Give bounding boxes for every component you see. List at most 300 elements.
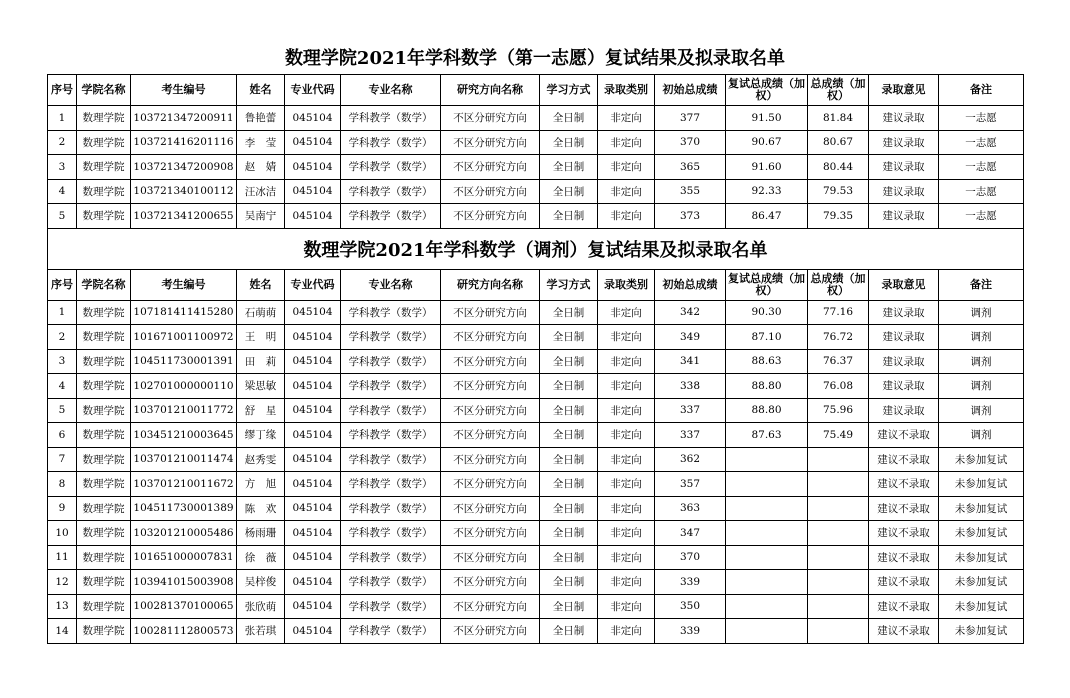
cell-retest: 86.47 bbox=[726, 204, 808, 229]
cell-major-name: 学科教学（数学） bbox=[341, 423, 441, 448]
cell-direction: 不区分研究方向 bbox=[441, 398, 540, 423]
cell-exam-no: 103721347200911 bbox=[131, 106, 237, 131]
cell-direction: 不区分研究方向 bbox=[441, 423, 540, 448]
cell-initial: 362 bbox=[655, 447, 726, 472]
cell-major-code: 045104 bbox=[285, 496, 341, 521]
cell-major-code: 045104 bbox=[285, 619, 341, 644]
cell-mode: 全日制 bbox=[540, 130, 598, 155]
cell-exam-no: 103701210011672 bbox=[131, 472, 237, 497]
cell-mode: 全日制 bbox=[540, 472, 598, 497]
cell-exam-no: 103721347200908 bbox=[131, 155, 237, 180]
cell-total bbox=[808, 521, 869, 546]
table-row bbox=[48, 521, 1024, 546]
cell-seq: 5 bbox=[48, 398, 77, 423]
column-header-initial: 初始总成绩 bbox=[655, 75, 726, 106]
cell-direction: 不区分研究方向 bbox=[441, 300, 540, 325]
cell-major-code: 045104 bbox=[285, 447, 341, 472]
cell-mode: 全日制 bbox=[540, 155, 598, 180]
cell-direction: 不区分研究方向 bbox=[441, 570, 540, 595]
column-header-retest: 复试总成绩（加权） bbox=[726, 75, 808, 106]
cell-note: 未参加复试 bbox=[939, 496, 1024, 521]
cell-college: 数理学院 bbox=[77, 619, 131, 644]
column-header-retest: 复试总成绩（加权） bbox=[726, 269, 808, 300]
cell-category: 非定向 bbox=[598, 447, 655, 472]
cell-total: 76.72 bbox=[808, 325, 869, 350]
cell-college: 数理学院 bbox=[77, 300, 131, 325]
cell-direction: 不区分研究方向 bbox=[441, 472, 540, 497]
cell-college: 数理学院 bbox=[77, 130, 131, 155]
cell-mode: 全日制 bbox=[540, 521, 598, 546]
cell-initial: 342 bbox=[655, 300, 726, 325]
cell-note: 调剂 bbox=[939, 349, 1024, 374]
table-row bbox=[48, 545, 1024, 570]
cell-initial: 347 bbox=[655, 521, 726, 546]
cell-major-name: 学科教学（数学） bbox=[341, 496, 441, 521]
cell-seq: 3 bbox=[48, 349, 77, 374]
table-row bbox=[48, 204, 1024, 229]
column-header-note: 备注 bbox=[939, 269, 1024, 300]
cell-note: 一志愿 bbox=[939, 106, 1024, 131]
cell-exam-no: 103721416201116 bbox=[131, 130, 237, 155]
cell-direction: 不区分研究方向 bbox=[441, 106, 540, 131]
cell-name: 田 莉 bbox=[237, 349, 285, 374]
cell-initial: 370 bbox=[655, 545, 726, 570]
cell-total bbox=[808, 496, 869, 521]
cell-name: 吴南宁 bbox=[237, 204, 285, 229]
cell-name: 鲁艳蕾 bbox=[237, 106, 285, 131]
column-header-category: 录取类别 bbox=[598, 269, 655, 300]
cell-exam-no: 103201210005486 bbox=[131, 521, 237, 546]
cell-note: 一志愿 bbox=[939, 155, 1024, 180]
column-header-seq: 序号 bbox=[48, 75, 77, 106]
cell-mode: 全日制 bbox=[540, 325, 598, 350]
cell-college: 数理学院 bbox=[77, 374, 131, 399]
cell-total bbox=[808, 472, 869, 497]
cell-retest: 88.63 bbox=[726, 349, 808, 374]
cell-opinion: 建议不录取 bbox=[869, 423, 939, 448]
table-row bbox=[48, 619, 1024, 644]
cell-category: 非定向 bbox=[598, 325, 655, 350]
cell-note: 未参加复试 bbox=[939, 619, 1024, 644]
cell-opinion: 建议录取 bbox=[869, 325, 939, 350]
column-header-opinion: 录取意见 bbox=[869, 269, 939, 300]
cell-college: 数理学院 bbox=[77, 447, 131, 472]
cell-initial: 363 bbox=[655, 496, 726, 521]
table-row bbox=[48, 398, 1024, 423]
cell-initial: 365 bbox=[655, 155, 726, 180]
cell-seq: 1 bbox=[48, 300, 77, 325]
cell-college: 数理学院 bbox=[77, 325, 131, 350]
cell-category: 非定向 bbox=[598, 472, 655, 497]
cell-mode: 全日制 bbox=[540, 447, 598, 472]
cell-major-code: 045104 bbox=[285, 423, 341, 448]
cell-retest: 88.80 bbox=[726, 398, 808, 423]
cell-direction: 不区分研究方向 bbox=[441, 325, 540, 350]
cell-direction: 不区分研究方向 bbox=[441, 545, 540, 570]
cell-college: 数理学院 bbox=[77, 155, 131, 180]
cell-major-name: 学科教学（数学） bbox=[341, 300, 441, 325]
cell-mode: 全日制 bbox=[540, 570, 598, 595]
cell-seq: 4 bbox=[48, 179, 77, 204]
cell-opinion: 建议录取 bbox=[869, 398, 939, 423]
cell-total: 79.35 bbox=[808, 204, 869, 229]
cell-major-name: 学科教学（数学） bbox=[341, 204, 441, 229]
cell-exam-no: 103451210003645 bbox=[131, 423, 237, 448]
cell-total: 76.37 bbox=[808, 349, 869, 374]
cell-opinion: 建议不录取 bbox=[869, 496, 939, 521]
cell-seq: 12 bbox=[48, 570, 77, 595]
cell-retest: 92.33 bbox=[726, 179, 808, 204]
cell-direction: 不区分研究方向 bbox=[441, 130, 540, 155]
cell-seq: 13 bbox=[48, 594, 77, 619]
cell-note: 一志愿 bbox=[939, 204, 1024, 229]
column-header-category: 录取类别 bbox=[598, 75, 655, 106]
cell-major-code: 045104 bbox=[285, 545, 341, 570]
table-header-row bbox=[48, 75, 1024, 106]
cell-total: 77.16 bbox=[808, 300, 869, 325]
table-row bbox=[48, 300, 1024, 325]
column-header-seq: 序号 bbox=[48, 269, 77, 300]
column-header-major-code: 专业代码 bbox=[285, 269, 341, 300]
cell-opinion: 建议录取 bbox=[869, 349, 939, 374]
cell-name: 赵 婧 bbox=[237, 155, 285, 180]
cell-exam-no: 101671001100972 bbox=[131, 325, 237, 350]
cell-major-name: 学科教学（数学） bbox=[341, 374, 441, 399]
cell-category: 非定向 bbox=[598, 204, 655, 229]
cell-total: 76.08 bbox=[808, 374, 869, 399]
cell-college: 数理学院 bbox=[77, 204, 131, 229]
cell-direction: 不区分研究方向 bbox=[441, 496, 540, 521]
cell-initial: 341 bbox=[655, 349, 726, 374]
cell-seq: 10 bbox=[48, 521, 77, 546]
cell-seq: 2 bbox=[48, 325, 77, 350]
results-table bbox=[47, 74, 1024, 644]
cell-exam-no: 103941015003908 bbox=[131, 570, 237, 595]
cell-category: 非定向 bbox=[598, 349, 655, 374]
cell-mode: 全日制 bbox=[540, 594, 598, 619]
table-row bbox=[48, 349, 1024, 374]
cell-major-name: 学科教学（数学） bbox=[341, 619, 441, 644]
column-header-exam-no: 考生编号 bbox=[131, 75, 237, 106]
cell-major-name: 学科教学（数学） bbox=[341, 179, 441, 204]
section-title-row bbox=[48, 228, 1024, 269]
cell-mode: 全日制 bbox=[540, 204, 598, 229]
cell-opinion: 建议录取 bbox=[869, 204, 939, 229]
cell-major-code: 045104 bbox=[285, 374, 341, 399]
cell-retest bbox=[726, 570, 808, 595]
cell-major-code: 045104 bbox=[285, 398, 341, 423]
cell-name: 吴梓俊 bbox=[237, 570, 285, 595]
cell-initial: 377 bbox=[655, 106, 726, 131]
cell-exam-no: 102701000000110 bbox=[131, 374, 237, 399]
cell-exam-no: 103721341200655 bbox=[131, 204, 237, 229]
cell-seq: 2 bbox=[48, 130, 77, 155]
cell-seq: 5 bbox=[48, 204, 77, 229]
cell-total: 80.44 bbox=[808, 155, 869, 180]
cell-name: 徐 薇 bbox=[237, 545, 285, 570]
cell-total: 75.49 bbox=[808, 423, 869, 448]
cell-direction: 不区分研究方向 bbox=[441, 447, 540, 472]
cell-major-code: 045104 bbox=[285, 521, 341, 546]
cell-major-name: 学科教学（数学） bbox=[341, 447, 441, 472]
cell-opinion: 建议不录取 bbox=[869, 594, 939, 619]
cell-mode: 全日制 bbox=[540, 496, 598, 521]
cell-initial: 339 bbox=[655, 619, 726, 644]
cell-name: 杨雨珊 bbox=[237, 521, 285, 546]
cell-mode: 全日制 bbox=[540, 619, 598, 644]
cell-initial: 350 bbox=[655, 594, 726, 619]
cell-major-code: 045104 bbox=[285, 204, 341, 229]
column-header-major-name: 专业名称 bbox=[341, 269, 441, 300]
table-row bbox=[48, 179, 1024, 204]
cell-name: 王 明 bbox=[237, 325, 285, 350]
cell-total bbox=[808, 447, 869, 472]
cell-initial: 337 bbox=[655, 423, 726, 448]
cell-mode: 全日制 bbox=[540, 349, 598, 374]
cell-initial: 370 bbox=[655, 130, 726, 155]
cell-major-code: 045104 bbox=[285, 179, 341, 204]
cell-direction: 不区分研究方向 bbox=[441, 619, 540, 644]
cell-name: 汪冰洁 bbox=[237, 179, 285, 204]
cell-retest bbox=[726, 545, 808, 570]
cell-direction: 不区分研究方向 bbox=[441, 521, 540, 546]
column-header-total: 总成绩（加权） bbox=[808, 269, 869, 300]
cell-category: 非定向 bbox=[598, 155, 655, 180]
cell-name: 陈 欢 bbox=[237, 496, 285, 521]
cell-initial: 373 bbox=[655, 204, 726, 229]
cell-category: 非定向 bbox=[598, 496, 655, 521]
cell-name: 张欣萌 bbox=[237, 594, 285, 619]
table-row bbox=[48, 130, 1024, 155]
cell-major-name: 学科教学（数学） bbox=[341, 106, 441, 131]
cell-exam-no: 100281112800573 bbox=[131, 619, 237, 644]
cell-initial: 339 bbox=[655, 570, 726, 595]
cell-mode: 全日制 bbox=[540, 545, 598, 570]
cell-category: 非定向 bbox=[598, 545, 655, 570]
cell-major-code: 045104 bbox=[285, 349, 341, 374]
cell-opinion: 建议录取 bbox=[869, 130, 939, 155]
table-row bbox=[48, 325, 1024, 350]
cell-note: 未参加复试 bbox=[939, 447, 1024, 472]
column-header-name: 姓名 bbox=[237, 75, 285, 106]
cell-college: 数理学院 bbox=[77, 423, 131, 448]
table-row bbox=[48, 594, 1024, 619]
cell-note: 调剂 bbox=[939, 423, 1024, 448]
column-header-direction: 研究方向名称 bbox=[441, 75, 540, 106]
cell-name: 李 莹 bbox=[237, 130, 285, 155]
cell-opinion: 建议录取 bbox=[869, 106, 939, 131]
cell-retest: 90.67 bbox=[726, 130, 808, 155]
cell-major-name: 学科教学（数学） bbox=[341, 325, 441, 350]
cell-mode: 全日制 bbox=[540, 374, 598, 399]
cell-category: 非定向 bbox=[598, 398, 655, 423]
cell-retest: 87.10 bbox=[726, 325, 808, 350]
cell-mode: 全日制 bbox=[540, 106, 598, 131]
cell-retest bbox=[726, 496, 808, 521]
cell-opinion: 建议不录取 bbox=[869, 447, 939, 472]
cell-initial: 337 bbox=[655, 398, 726, 423]
cell-name: 石萌萌 bbox=[237, 300, 285, 325]
cell-category: 非定向 bbox=[598, 423, 655, 448]
cell-note: 未参加复试 bbox=[939, 594, 1024, 619]
column-header-opinion: 录取意见 bbox=[869, 75, 939, 106]
cell-note: 未参加复试 bbox=[939, 521, 1024, 546]
table-header-row bbox=[48, 269, 1024, 300]
cell-direction: 不区分研究方向 bbox=[441, 349, 540, 374]
cell-major-code: 045104 bbox=[285, 570, 341, 595]
cell-exam-no: 104511730001391 bbox=[131, 349, 237, 374]
cell-exam-no: 103701210011772 bbox=[131, 398, 237, 423]
cell-note: 调剂 bbox=[939, 325, 1024, 350]
cell-exam-no: 107181411415280 bbox=[131, 300, 237, 325]
column-header-name: 姓名 bbox=[237, 269, 285, 300]
cell-name: 方 旭 bbox=[237, 472, 285, 497]
cell-major-code: 045104 bbox=[285, 130, 341, 155]
cell-initial: 355 bbox=[655, 179, 726, 204]
cell-category: 非定向 bbox=[598, 374, 655, 399]
cell-retest bbox=[726, 619, 808, 644]
column-header-total: 总成绩（加权） bbox=[808, 75, 869, 106]
cell-college: 数理学院 bbox=[77, 398, 131, 423]
cell-retest bbox=[726, 594, 808, 619]
cell-college: 数理学院 bbox=[77, 594, 131, 619]
cell-major-name: 学科教学（数学） bbox=[341, 570, 441, 595]
column-header-major-code: 专业代码 bbox=[285, 75, 341, 106]
cell-opinion: 建议不录取 bbox=[869, 472, 939, 497]
cell-college: 数理学院 bbox=[77, 349, 131, 374]
title-first-choice: 数理学院2021年学科数学（第一志愿）复试结果及拟录取名单 bbox=[284, 48, 786, 69]
column-header-direction: 研究方向名称 bbox=[441, 269, 540, 300]
cell-category: 非定向 bbox=[598, 619, 655, 644]
cell-note: 调剂 bbox=[939, 398, 1024, 423]
cell-major-name: 学科教学（数学） bbox=[341, 521, 441, 546]
table-row bbox=[48, 155, 1024, 180]
cell-seq: 4 bbox=[48, 374, 77, 399]
table-row bbox=[48, 496, 1024, 521]
cell-category: 非定向 bbox=[598, 300, 655, 325]
cell-seq: 8 bbox=[48, 472, 77, 497]
cell-retest bbox=[726, 472, 808, 497]
cell-retest: 90.30 bbox=[726, 300, 808, 325]
cell-opinion: 建议录取 bbox=[869, 179, 939, 204]
cell-initial: 338 bbox=[655, 374, 726, 399]
cell-direction: 不区分研究方向 bbox=[441, 204, 540, 229]
column-header-exam-no: 考生编号 bbox=[131, 269, 237, 300]
cell-category: 非定向 bbox=[598, 521, 655, 546]
cell-total: 75.96 bbox=[808, 398, 869, 423]
cell-note: 调剂 bbox=[939, 300, 1024, 325]
cell-exam-no: 101651000007831 bbox=[131, 545, 237, 570]
cell-exam-no: 103721340100112 bbox=[131, 179, 237, 204]
cell-category: 非定向 bbox=[598, 130, 655, 155]
cell-seq: 14 bbox=[48, 619, 77, 644]
cell-seq: 7 bbox=[48, 447, 77, 472]
cell-opinion: 建议录取 bbox=[869, 155, 939, 180]
cell-direction: 不区分研究方向 bbox=[441, 155, 540, 180]
cell-mode: 全日制 bbox=[540, 179, 598, 204]
cell-college: 数理学院 bbox=[77, 570, 131, 595]
cell-name: 梁思敏 bbox=[237, 374, 285, 399]
cell-major-code: 045104 bbox=[285, 325, 341, 350]
cell-seq: 11 bbox=[48, 545, 77, 570]
cell-retest bbox=[726, 521, 808, 546]
column-header-college: 学院名称 bbox=[77, 75, 131, 106]
cell-major-name: 学科教学（数学） bbox=[341, 349, 441, 374]
cell-name: 舒 星 bbox=[237, 398, 285, 423]
column-header-mode: 学习方式 bbox=[540, 75, 598, 106]
cell-college: 数理学院 bbox=[77, 545, 131, 570]
cell-total bbox=[808, 594, 869, 619]
cell-major-code: 045104 bbox=[285, 155, 341, 180]
cell-college: 数理学院 bbox=[77, 521, 131, 546]
cell-seq: 6 bbox=[48, 423, 77, 448]
cell-college: 数理学院 bbox=[77, 179, 131, 204]
cell-name: 张若琪 bbox=[237, 619, 285, 644]
table-row bbox=[48, 106, 1024, 131]
cell-retest: 87.63 bbox=[726, 423, 808, 448]
cell-category: 非定向 bbox=[598, 594, 655, 619]
cell-seq: 3 bbox=[48, 155, 77, 180]
cell-exam-no: 103701210011474 bbox=[131, 447, 237, 472]
cell-note: 未参加复试 bbox=[939, 570, 1024, 595]
cell-college: 数理学院 bbox=[77, 472, 131, 497]
cell-note: 调剂 bbox=[939, 374, 1024, 399]
column-header-mode: 学习方式 bbox=[540, 269, 598, 300]
cell-mode: 全日制 bbox=[540, 423, 598, 448]
column-header-major-name: 专业名称 bbox=[341, 75, 441, 106]
cell-note: 一志愿 bbox=[939, 179, 1024, 204]
cell-total: 80.67 bbox=[808, 130, 869, 155]
cell-opinion: 建议不录取 bbox=[869, 545, 939, 570]
cell-opinion: 建议录取 bbox=[869, 300, 939, 325]
cell-opinion: 建议不录取 bbox=[869, 521, 939, 546]
cell-seq: 9 bbox=[48, 496, 77, 521]
column-header-college: 学院名称 bbox=[77, 269, 131, 300]
cell-note: 未参加复试 bbox=[939, 545, 1024, 570]
cell-initial: 357 bbox=[655, 472, 726, 497]
cell-opinion: 建议不录取 bbox=[869, 570, 939, 595]
cell-category: 非定向 bbox=[598, 570, 655, 595]
cell-college: 数理学院 bbox=[77, 106, 131, 131]
cell-mode: 全日制 bbox=[540, 300, 598, 325]
cell-major-name: 学科教学（数学） bbox=[341, 398, 441, 423]
cell-major-code: 045104 bbox=[285, 472, 341, 497]
cell-mode: 全日制 bbox=[540, 398, 598, 423]
cell-total bbox=[808, 619, 869, 644]
cell-category: 非定向 bbox=[598, 106, 655, 131]
cell-major-name: 学科教学（数学） bbox=[341, 594, 441, 619]
table-row bbox=[48, 472, 1024, 497]
cell-retest bbox=[726, 447, 808, 472]
cell-exam-no: 104511730001389 bbox=[131, 496, 237, 521]
cell-major-code: 045104 bbox=[285, 106, 341, 131]
cell-major-name: 学科教学（数学） bbox=[341, 130, 441, 155]
cell-major-name: 学科教学（数学） bbox=[341, 545, 441, 570]
cell-retest: 91.60 bbox=[726, 155, 808, 180]
cell-total: 79.53 bbox=[808, 179, 869, 204]
cell-name: 缪丁缘 bbox=[237, 423, 285, 448]
cell-major-code: 045104 bbox=[285, 594, 341, 619]
cell-direction: 不区分研究方向 bbox=[441, 179, 540, 204]
cell-name: 赵秀雯 bbox=[237, 447, 285, 472]
table-row bbox=[48, 423, 1024, 448]
cell-major-name: 学科教学（数学） bbox=[341, 472, 441, 497]
column-header-note: 备注 bbox=[939, 75, 1024, 106]
cell-college: 数理学院 bbox=[77, 496, 131, 521]
title-adjustment: 数理学院2021年学科数学（调剂）复试结果及拟录取名单 bbox=[48, 228, 1024, 269]
cell-total bbox=[808, 570, 869, 595]
cell-exam-no: 100281370100065 bbox=[131, 594, 237, 619]
